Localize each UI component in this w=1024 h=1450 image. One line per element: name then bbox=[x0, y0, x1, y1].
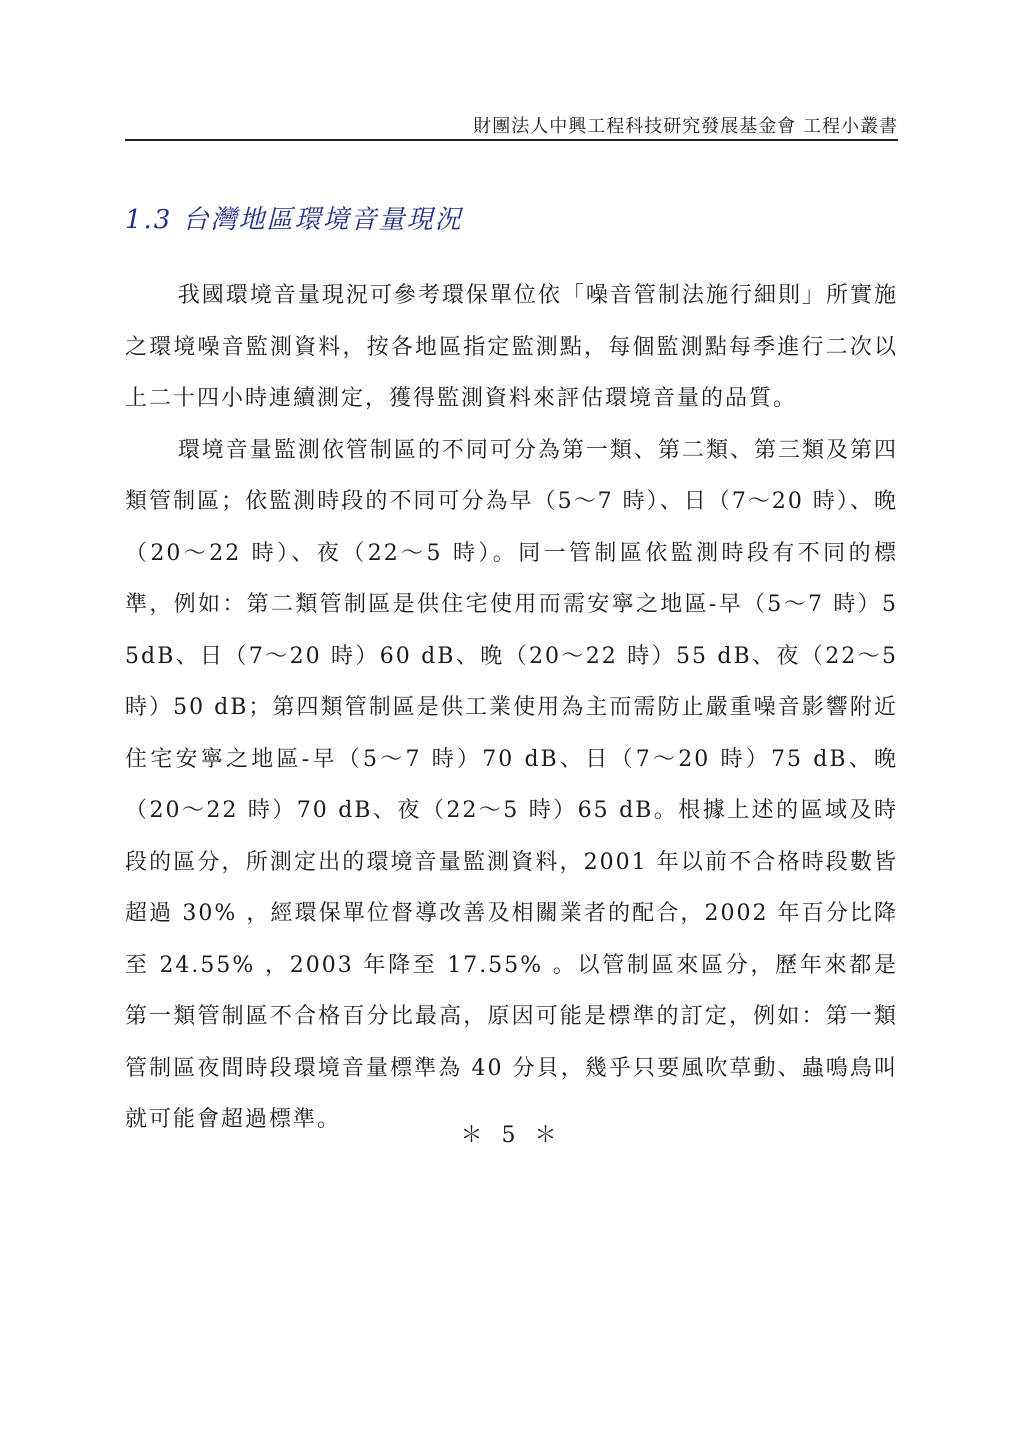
page-number: ＊ 5 ＊ bbox=[460, 1123, 563, 1148]
header-divider bbox=[125, 139, 898, 141]
running-header: 財團法人中興工程科技研究發展基金會 工程小叢書 bbox=[473, 116, 898, 137]
body-text bbox=[125, 270, 898, 1146]
paragraph-2: 環境音量監測依管制區的不同可分為第一類、第二類、第三類及第四類管制區；依監測時段的不同可分為早（5～7 時）、日（7～20 時）、晚（20～22 時）、夜（22～5 時）。同一管制區依監測時段有不同的標準，例如：第二類管制區是供住宅使用而需安寧之地區-早（5～7 時）55dB、日（7～20 時）60 dB、晚（20～22 時）55 dB、夜（22～5 時）50 dB；第四類管制區是供工業使用為主而需防止嚴重噪音影響附近住宅安寧之地區-早（5～7 時）70 dB、日（7～20 時）75 dB、晚（20～22 時）70 dB、夜（22～5 時）65 dB。根據上述的區域及時段的區分，所測定出的環境音量監測資料，2001 年以前不合格時段數皆超過 30% ，經環保單位督導改善及相關業者的配合，2002 年百分比降至 24.55% ，2003 年降至 17.55% 。以管制區來區分，歷年來都是第一類管制區不合格百分比最高，原因可能是標準的訂定，例如：第一類管制區夜間時段環境音量標準為 40 分貝，幾乎只要風吹草動、蟲鳴鳥叫就可能會超過標準。 bbox=[125, 437, 898, 1132]
section-title: 1.3 台灣地區環境音量現況 bbox=[125, 205, 463, 235]
paragraph-1: 我國環境音量現況可參考環保單位依「噪音管制法施行細則」所實施之環境噪音監測資料，按各地區指定監測點，每個監測點每季進行二次以上二十四小時連續測定，獲得監測資料來評估環境音量的品質。 bbox=[125, 283, 898, 411]
